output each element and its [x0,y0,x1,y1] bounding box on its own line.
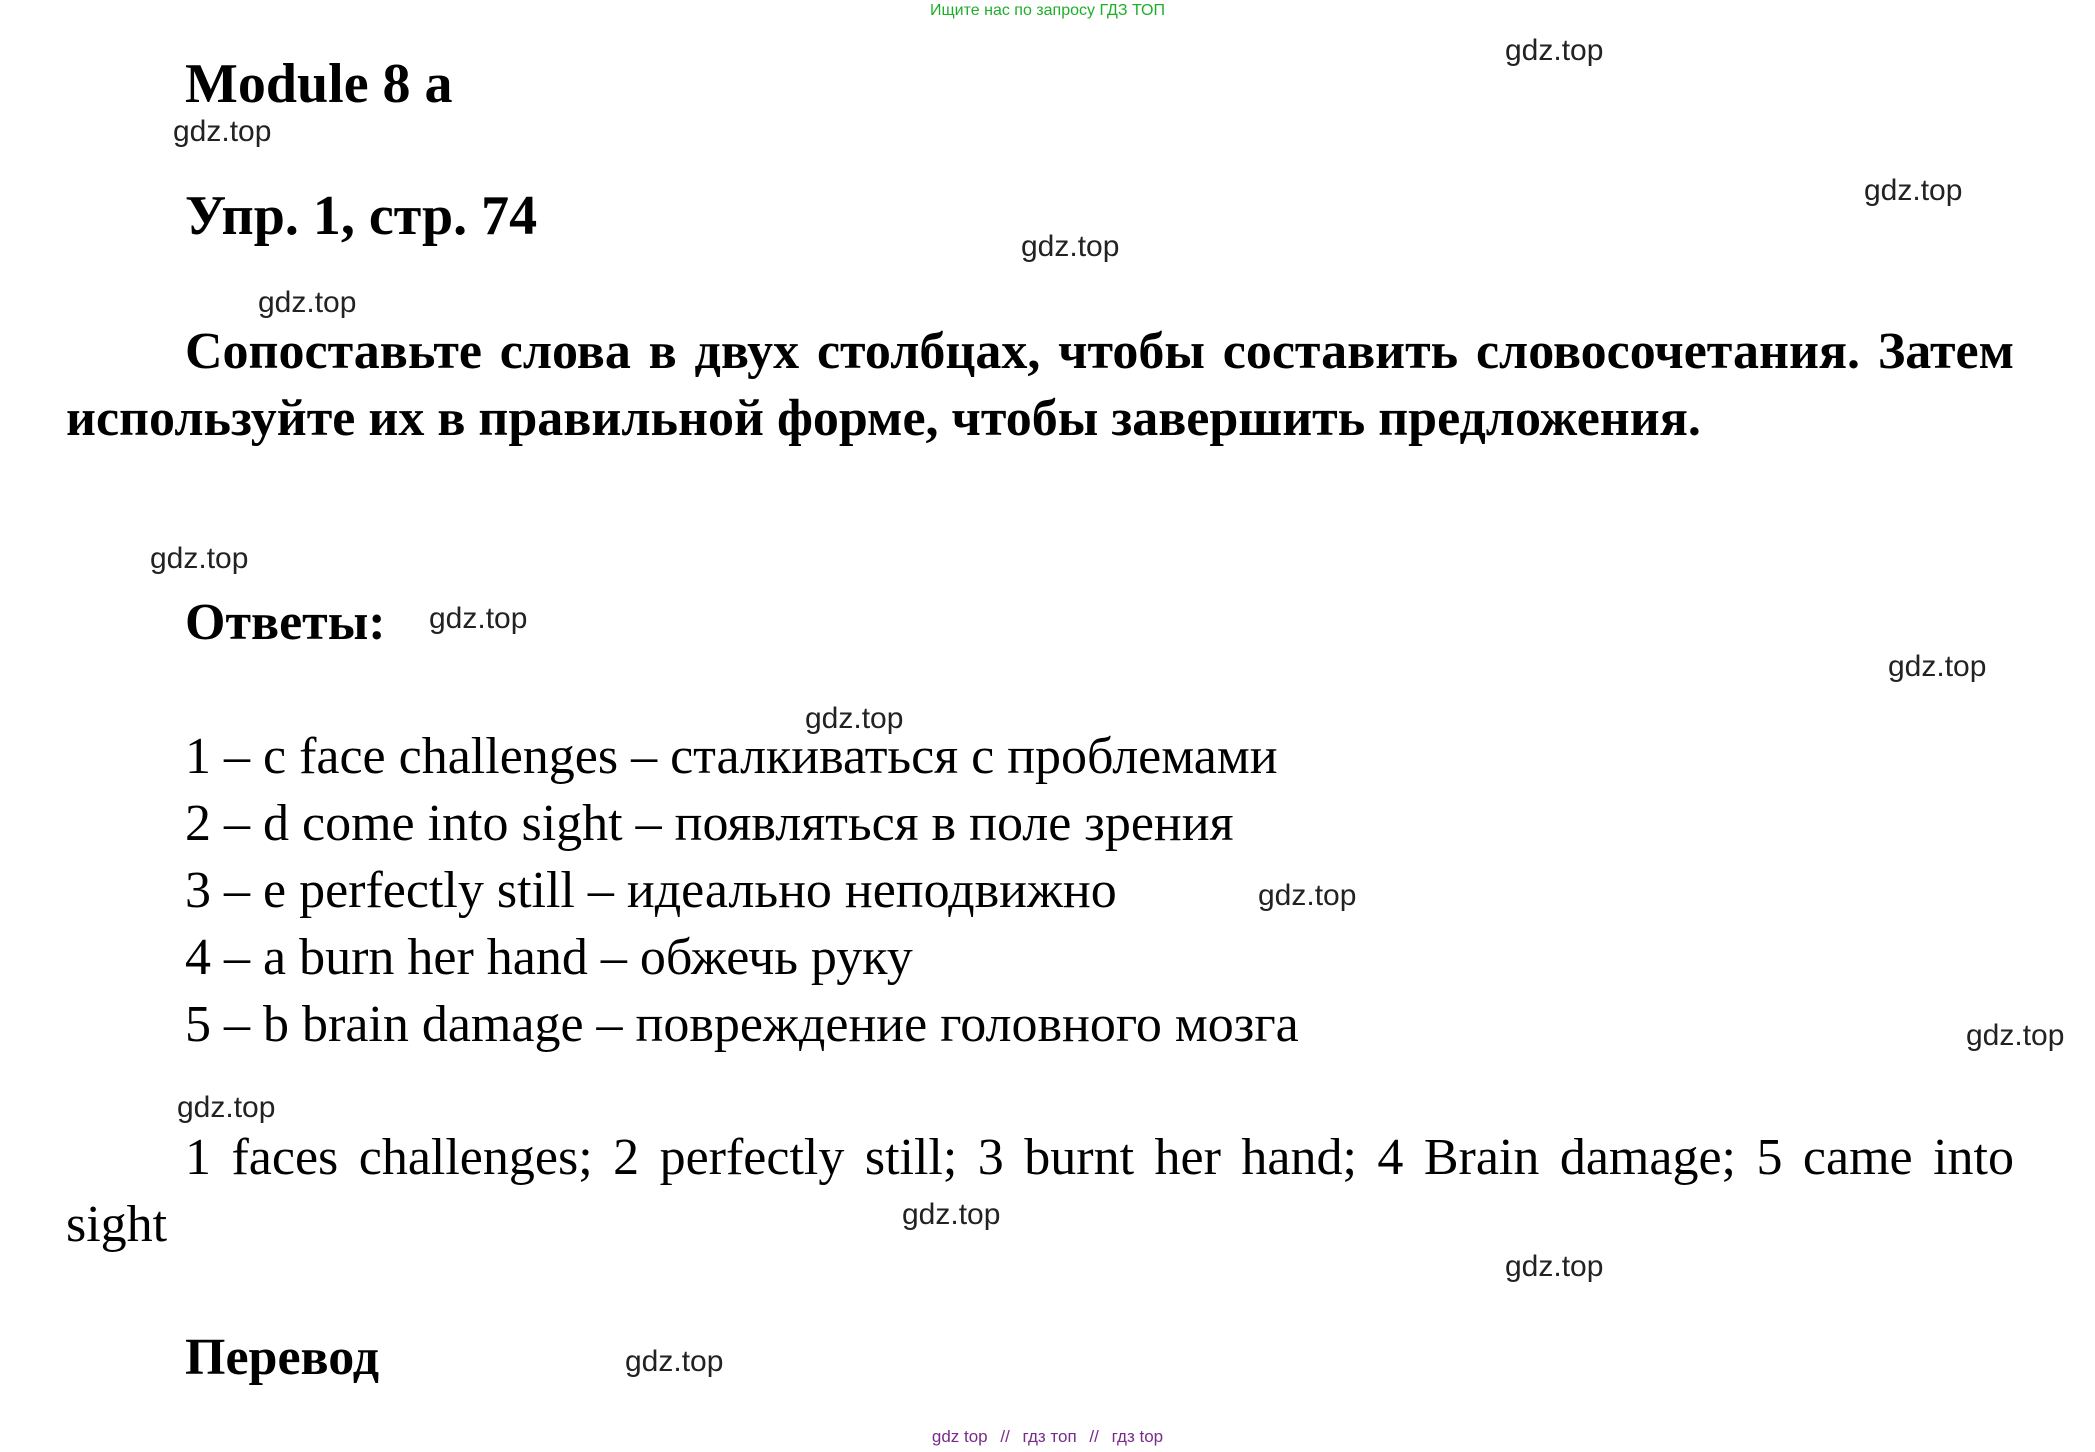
watermark: gdz.top [429,602,528,635]
watermark: gdz.top [1505,34,1604,67]
footer-link-gdz-top-ru[interactable]: гдз топ [1022,1427,1077,1446]
answer-item-3: 3 – e perfectly still – идеально неподвижно [185,862,1117,919]
footer-separator: // [1089,1427,1099,1446]
answer-item-4: 4 – a burn her hand – обжечь руку [185,929,913,986]
watermark: gdz.top [1258,879,1357,912]
watermark: gdz.top [1888,650,1987,683]
footer-link-gdz-top-mixed[interactable]: гдз top [1111,1427,1164,1446]
watermark: gdz.top [625,1345,724,1378]
watermark: gdz.top [805,702,904,735]
watermark: gdz.top [1505,1250,1604,1283]
watermark: gdz.top [173,115,272,148]
top-banner[interactable]: Ищите нас по запросу ГДЗ ТОП [930,2,1165,19]
watermark: gdz.top [177,1091,276,1124]
module-title: Module 8 a [185,53,453,115]
watermark: gdz.top [1966,1019,2065,1052]
translation-heading: Перевод [185,1329,380,1386]
answer-item-1: 1 – c face challenges – сталкиваться с проблемами [185,728,1278,785]
exercise-title: Упр. 1, стр. 74 [185,185,538,247]
footer-links [0,1427,2095,1447]
answer-item-5: 5 – b brain damage – повреждение головного мозга [185,996,1299,1053]
sentence-answers: 1 faces challenges; 2 perfectly still; 3 burnt her hand; 4 Brain damage; 5 came into sight [66,1129,2014,1253]
watermark: gdz.top [258,286,357,319]
answer-item-2: 2 – d come into sight – появляться в поле зрения [185,795,1234,852]
task-instructions: Сопоставьте слова в двух столбцах, чтобы составить словосочетания. Затем используйте их в правильной форме, чтобы завершить предложения. [66,323,2014,447]
watermark: gdz.top [150,542,249,575]
footer-link-gdz-top[interactable]: gdz top [931,1427,988,1446]
answers-list [185,723,1299,1058]
answers-heading: Ответы: [185,594,386,651]
watermark: gdz.top [1021,230,1120,263]
watermark: gdz.top [1864,174,1963,207]
footer-separator: // [1000,1427,1010,1446]
watermark: gdz.top [902,1198,1001,1231]
